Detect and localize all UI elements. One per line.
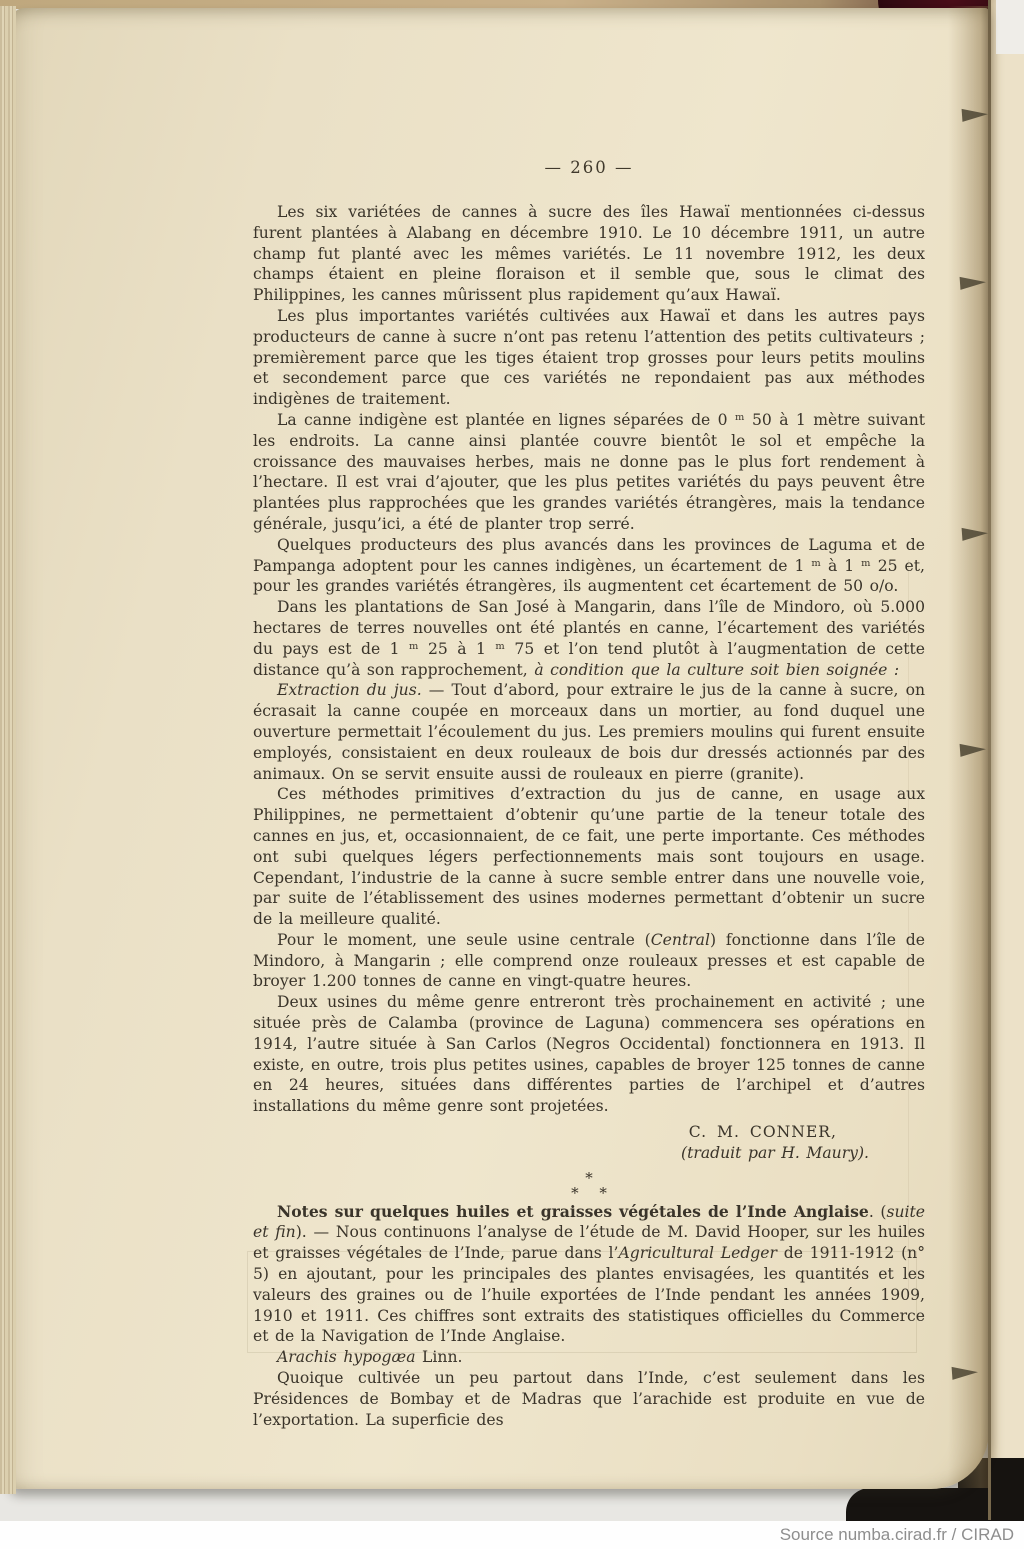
page-stack-left-edges xyxy=(0,6,16,1494)
page-number: — 260 — xyxy=(544,158,634,177)
paragraph xyxy=(253,202,925,306)
text-run: Les plus importantes variétés cultivées aux Hawaï et dans les autres pays producteurs de canne à sucre n’ont pas retenu l’attention des petits cultivateurs ; premièrement parce que les tiges étaient trop grosses pour leurs petits moulins et secondement parce que ces variétés ne repondaient pas aux méthodes indigènes de traitement. xyxy=(253,306,925,409)
cover-bottom-right-extension xyxy=(846,1488,1024,1524)
paragraph xyxy=(253,410,925,535)
page-text xyxy=(253,202,925,1430)
species-heading xyxy=(253,1347,925,1368)
paper-notch xyxy=(952,1365,979,1380)
text-run: La canne indigène est plantée en lignes séparées de 0 ᵐ 50 à 1 mètre suivant les endroits. La canne ainsi plantée couvre bientôt le sol et empêche la croissance des mauvaises herbes, mais ne donne pas le plus fort rendement à l’hectare. Il est vrai d’ajouter, que les plus petites variétés du pays peuvent être plantées plus rapprochées que les grandes variétés étrangères, mais la tendance générale, jusqu’ici, a été de planter trop serré. xyxy=(253,410,925,533)
text-run: Quelques producteurs des plus avancés dans les provinces de Laguma et de Pampanga adoptent pour les cannes indigènes, un écartement de 1 ᵐ à 1 ᵐ 25 et, pour les grandes variétés étrangères, ils augmentent cet écartement de 50 o/o. xyxy=(253,535,925,596)
paragraph xyxy=(253,784,925,930)
separator-star-top: * xyxy=(585,1168,593,1187)
paragraph xyxy=(253,597,925,680)
text-run-italic: Agricultural Ledger xyxy=(618,1244,777,1263)
paragraph xyxy=(253,992,925,1117)
paper-notch xyxy=(960,275,987,290)
signature-translator: (traduit par H. Maury). xyxy=(681,1143,869,1162)
text-run: Deux usines du même genre entreront très prochainement en activité ; une située près de Calamba (province de Laguna) commencera ses opérations en 1914, l’autre située à San Carlos (Negros Occidental) fonctionnera en 1913. Il existe, en outre, trois plus petites usines, capables de broyer 125 tonnes de canne en 24 heures, situées dans différentes parties de l’archipel et d’autres installations du même genre sont projetées. xyxy=(253,993,925,1116)
article-title: Notes sur quelques huiles et graisses végétales de l’Inde Anglaise xyxy=(277,1201,869,1221)
text-run: Dans les plantations de San José à Mangarin, dans l’île de Mindoro, où 5.000 hectares de terres nouvelles ont été plantés en canne, l’écartement des variétés du pays est de 1 ᵐ 25 à 1 ᵐ 75 et l’on tend plutôt à l’augmentation de cette distance qu’à son rapprochement, xyxy=(253,598,925,679)
species-authority: Linn. xyxy=(415,1348,463,1367)
text-run: Pour le moment, une seule usine centrale ( xyxy=(277,930,651,949)
text-run: ). — Nous continuons l’analyse de l’étude de M. David Hooper, sur les huiles et graisses végétales de l’Inde, parue dans l’ xyxy=(253,1223,925,1263)
paper-notch xyxy=(962,107,989,122)
text-run: de 1911-1912 (n° 5) en ajoutant, pour les principales des plantes envisagées, les quantités et les valeurs des graines ou de l’huile exportées de l’Inde pendant les années 1909, 1910 et 1911. Ces chiffres sont extraits des statistiques officielles du Commerce et de la Navigation de l’Inde Anglaise. xyxy=(253,1244,925,1346)
text-run-italic: à condition que la culture soit bien soignée : xyxy=(534,660,900,679)
signature-block xyxy=(253,1122,925,1164)
text-run: Les six variétées de cannes à sucre des îles Hawaï mentionnées ci-dessus furent plantées à Alabang en décembre 1910. Le 10 décembre 1911, un autre champ fut planté avec les mêmes variétés. Le 11 novembre 1912, les deux champs étaient en pleine floraison et il semble que, sous le climat des Philippines, les cannes mûrissent plus rapidement qu’aux Hawaï. xyxy=(253,203,925,305)
text-run-italic: suite et fin xyxy=(253,1202,925,1242)
text-run-italic: Extraction du jus. xyxy=(277,681,422,700)
paper-notch xyxy=(960,742,987,757)
gutter-fold-line xyxy=(988,0,991,1520)
signature-author: C. M. CONNER, xyxy=(688,1123,837,1142)
text-run: Ces méthodes primitives d’extraction du jus de canne, en usage aux Philippines, ne permettaient d’obtenir qu’une partie de la teneur totale des cannes en jus, et, occasionnaient, de ce fait, une perte importante. Ces méthodes ont subi quelques légers perfectionnements mais sont toujours en usage. Cependant, l’industrie de la canne à sucre semble entrer dans une nouvelle voie, par suite de l’établissement des usines modernes permettant d’obtenir un sucre de la meilleure qualité. xyxy=(253,785,925,929)
paragraph xyxy=(253,1368,925,1430)
text-run-italic: Central xyxy=(650,930,710,949)
text-run: Quoique cultivée un peu partout dans l’Inde, c’est seulement dans les Présidences de Bombay et de Madras que l’arachide est produite en vue de l’exportation. La superficie des xyxy=(253,1369,925,1429)
section-separator xyxy=(253,1168,925,1202)
text-run: . ( xyxy=(868,1202,887,1221)
text-run: — Tout d’abord, pour extraire le jus de la canne à sucre, on écrasait la canne coupée en morceaux dans un mortier, au fond duquel une ouverture permettait l’écoulement du jus. Les premiers moulins qui furent ensuite employés, consistaient en deux rouleaux de bois dur dressés actionnés par des animaux. On se servit ensuite aussi de rouleaux en pierre (granite). xyxy=(253,681,925,783)
paper-notch xyxy=(962,526,989,541)
adjacent-page-top xyxy=(996,0,1024,54)
paragraph xyxy=(253,535,925,597)
source-attribution: Source numba.cirad.fr / CIRAD xyxy=(0,1521,1024,1549)
adjacent-page-strip xyxy=(991,0,1024,1549)
paragraph xyxy=(253,930,925,992)
text-run: ) fonctionne dans l’île de Mindoro, à Mangarin ; elle comprend onze rouleaux presses et est capable de broyer 1.200 tonnes de canne en vingt-quatre heures. xyxy=(253,930,925,991)
separator-star-bottom: * * xyxy=(571,1183,607,1202)
species-name: Arachis hypogæa xyxy=(277,1348,416,1367)
paragraph xyxy=(253,680,925,784)
paragraph-notes xyxy=(253,1202,925,1348)
paragraph xyxy=(253,306,925,410)
